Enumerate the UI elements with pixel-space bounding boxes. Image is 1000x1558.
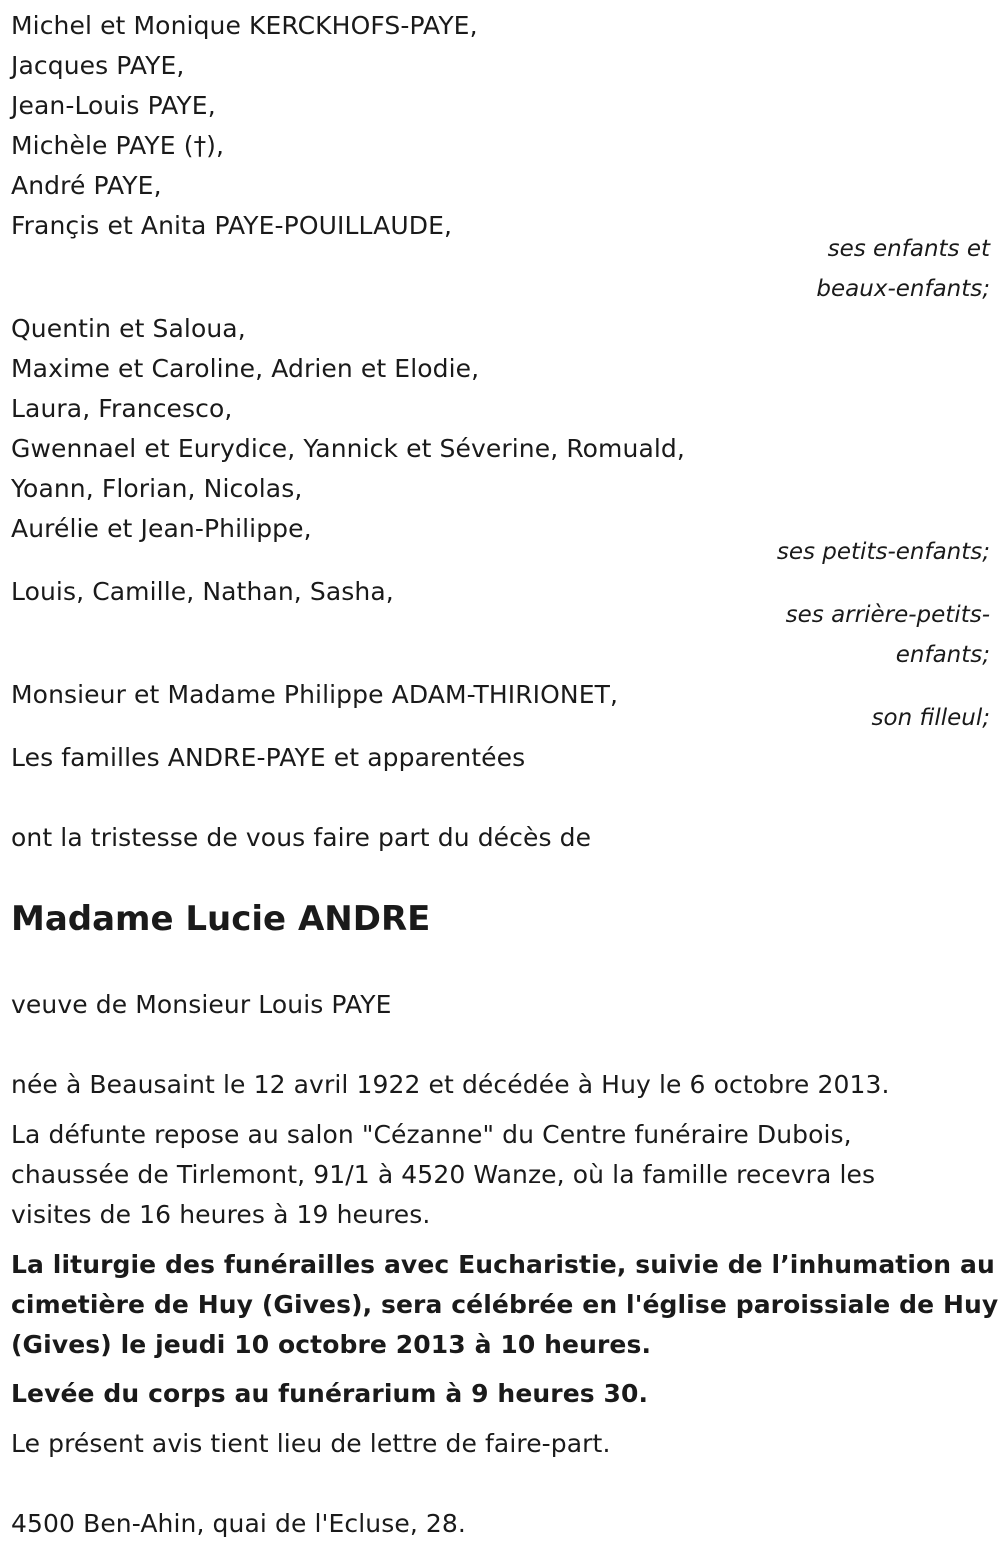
child-line: André PAYE, xyxy=(11,171,162,200)
child-line: Michèle PAYE (†), xyxy=(11,131,225,160)
child-line: Jean-Louis PAYE, xyxy=(11,91,216,120)
liturgy-line: La liturgie des funérailles avec Eucharistie, suivie de l’inhumation au xyxy=(11,1250,995,1279)
grandchild-line: Maxime et Caroline, Adrien et Elodie, xyxy=(11,354,480,383)
families-line: Les familles ANDRE-PAYE et apparentées xyxy=(11,743,526,772)
deceased-name: Madame Lucie ANDRE xyxy=(11,899,431,939)
grandchildren-role: ses petits-enfants; xyxy=(776,539,990,565)
announcement: ont la tristesse de vous faire part du décès de xyxy=(11,823,592,852)
liturgy-line: (Gives) le jeudi 10 octobre 2013 à 10 heures. xyxy=(11,1330,652,1359)
great-grandchildren-line: Louis, Camille, Nathan, Sasha, xyxy=(11,577,394,606)
grandchild-line: Quentin et Saloua, xyxy=(11,314,246,343)
grandchild-line: Aurélie et Jean-Philippe, xyxy=(11,514,312,543)
birth-death: née à Beausaint le 12 avril 1922 et décédée à Huy le 6 octobre 2013. xyxy=(11,1070,890,1099)
children-role: beaux-enfants; xyxy=(816,276,990,302)
child-line: Jacques PAYE, xyxy=(11,51,185,80)
grandchild-line: Laura, Francesco, xyxy=(11,394,233,423)
widow-of: veuve de Monsieur Louis PAYE xyxy=(11,990,392,1019)
visitation-line: La défunte repose au salon "Cézanne" du Centre funéraire Dubois, xyxy=(11,1120,852,1149)
visitation-line: chaussée de Tirlemont, 91/1 à 4520 Wanze, où la famille recevra les xyxy=(11,1160,876,1189)
child-line: Michel et Monique KERCKHOFS-PAYE, xyxy=(11,11,478,40)
grandchild-line: Yoann, Florian, Nicolas, xyxy=(11,474,303,503)
children-role: ses enfants et xyxy=(827,236,990,262)
visitation-line: visites de 16 heures à 19 heures. xyxy=(11,1200,431,1229)
godson-line: Monsieur et Madame Philippe ADAM-THIRIONET, xyxy=(11,680,619,709)
notice: Le présent avis tient lieu de lettre de faire-part. xyxy=(11,1429,611,1458)
godson-role: son filleul; xyxy=(871,705,990,731)
great-grandchildren-role: enfants; xyxy=(895,642,990,668)
great-grandchildren-role: ses arrière-petits- xyxy=(785,602,990,628)
address: 4500 Ben-Ahin, quai de l'Ecluse, 28. xyxy=(11,1509,466,1538)
child-line: Françis et Anita PAYE-POUILLAUDE, xyxy=(11,211,453,240)
liturgy-line: cimetière de Huy (Gives), sera célébrée en l'église paroissiale de Huy xyxy=(11,1290,999,1319)
body-lift: Levée du corps au funérarium à 9 heures 30. xyxy=(11,1379,649,1408)
grandchild-line: Gwennael et Eurydice, Yannick et Séverine, Romuald, xyxy=(11,434,685,463)
